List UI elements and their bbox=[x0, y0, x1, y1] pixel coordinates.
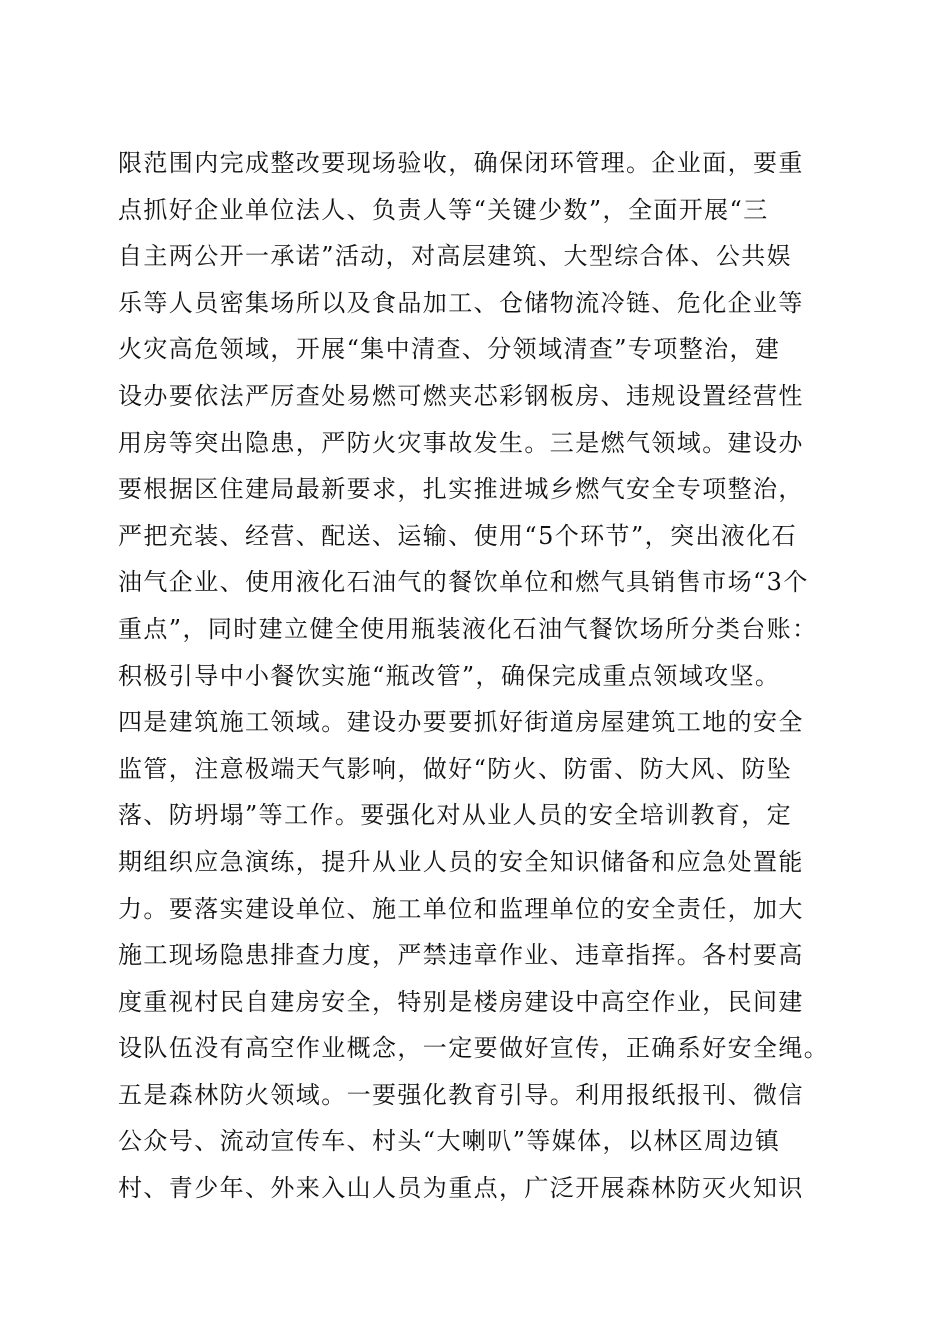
text-line: 力。要落实建设单位、施工单位和监理单位的安全责任，加大 bbox=[118, 894, 804, 923]
text-line: 四是建筑施工领域。建设办要要抓好街道房屋建筑工地的安全 bbox=[118, 708, 804, 737]
text-line: 施工现场隐患排查力度，严禁违章作业、违章指挥。各村要高 bbox=[118, 941, 804, 970]
text-line: 要根据区住建局最新要求，扎实推进城乡燃气安全专项整治， bbox=[118, 475, 804, 504]
text-line: 期组织应急演练，提升从业人员的安全知识储备和应急处置能 bbox=[118, 847, 804, 876]
text-line: 点抓好企业单位法人、负责人等“关键少数”，全面开展“三 bbox=[118, 195, 769, 224]
text-line: 油气企业、使用液化石油气的餐饮单位和燃气具销售市场“3个 bbox=[118, 568, 809, 597]
text-line: 乐等人员密集场所以及食品加工、仓储物流冷链、危化企业等 bbox=[118, 288, 804, 317]
text-line: 限范围内完成整改要现场验收，确保闭环管理。企业面，要重 bbox=[118, 149, 804, 177]
text-line: 落、防坍塌”等工作。要强化对从业人员的安全培训教育，定 bbox=[118, 801, 793, 830]
text-line: 公众号、流动宣传车、村头“大喇叭”等媒体，以林区周边镇 bbox=[118, 1127, 781, 1156]
text-line: 积极引导中小餐饮实施“瓶改管”，确保完成重点领域攻坚。 bbox=[118, 661, 781, 690]
body-paragraph bbox=[118, 140, 858, 1212]
text-line: 设办要依法严厉查处易燃可燃夹芯彩钢板房、违规设置经营性 bbox=[118, 381, 804, 410]
text-line: 用房等突出隐患，严防火灾事故发生。三是燃气领域。建设办 bbox=[118, 428, 804, 457]
text-line: 重点”，同时建立健全使用瓶装液化石油气餐饮场所分类台账： bbox=[118, 614, 818, 643]
text-line: 监管，注意极端天气影响，做好“防火、防雷、防大风、防坠 bbox=[118, 754, 793, 783]
text-line: 村、青少年、外来入山人员为重点，广泛开展森林防灭火知识 bbox=[118, 1174, 804, 1203]
text-line: 设队伍没有高空作业概念，一定要做好宣传，正确系好安全绳。 bbox=[118, 1034, 830, 1063]
text-line: 自主两公开一承诺”活动，对高层建筑、大型综合体、公共娱 bbox=[118, 242, 793, 271]
text-line: 严把充装、经营、配送、运输、使用“5个环节”，突出液化石 bbox=[118, 521, 798, 550]
text-line: 度重视村民自建房安全，特别是楼房建设中高空作业，民间建 bbox=[118, 987, 804, 1016]
text-line: 五是森林防火领域。一要强化教育引导。利用报纸报刊、微信 bbox=[118, 1080, 804, 1109]
text-line: 火灾高危领域，开展“集中清查、分领域清查”专项整治，建 bbox=[118, 335, 781, 364]
